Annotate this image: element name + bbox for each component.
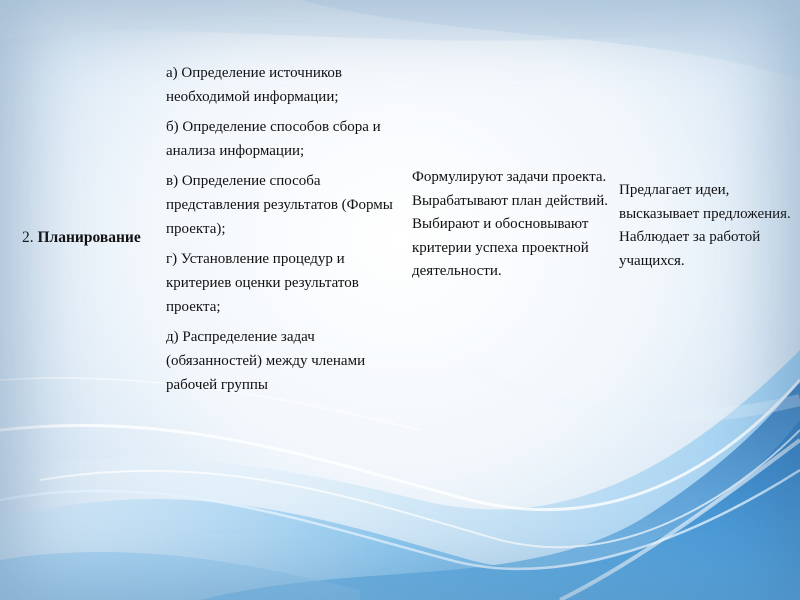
step-item: в) Определение способа представления результатов (Формы проекта); xyxy=(166,173,393,237)
teacher-activity: Предлагает идеи, высказывает предложения. Наблюдает за работой учащихся. xyxy=(619,182,791,269)
step-item: д) Распределение задач (обязанностей) между членами рабочей группы xyxy=(166,329,366,393)
step-item: г) Установление процедур и критериев оценки результатов проекта; xyxy=(166,251,359,315)
stage-number: 2. xyxy=(22,229,34,246)
students-activity: Формулируют задачи проекта. Вырабатывают план действий. Выбирают и обосновывают критерии успеха проектной деятельности. xyxy=(412,169,608,279)
step-item: б) Определение способов сбора и анализа информации; xyxy=(166,119,381,159)
stage-label xyxy=(22,228,141,248)
step-item: а) Определение источников необходимой информации; xyxy=(166,65,342,105)
steps-list xyxy=(166,61,411,403)
stage-name: Планирование xyxy=(37,229,141,246)
